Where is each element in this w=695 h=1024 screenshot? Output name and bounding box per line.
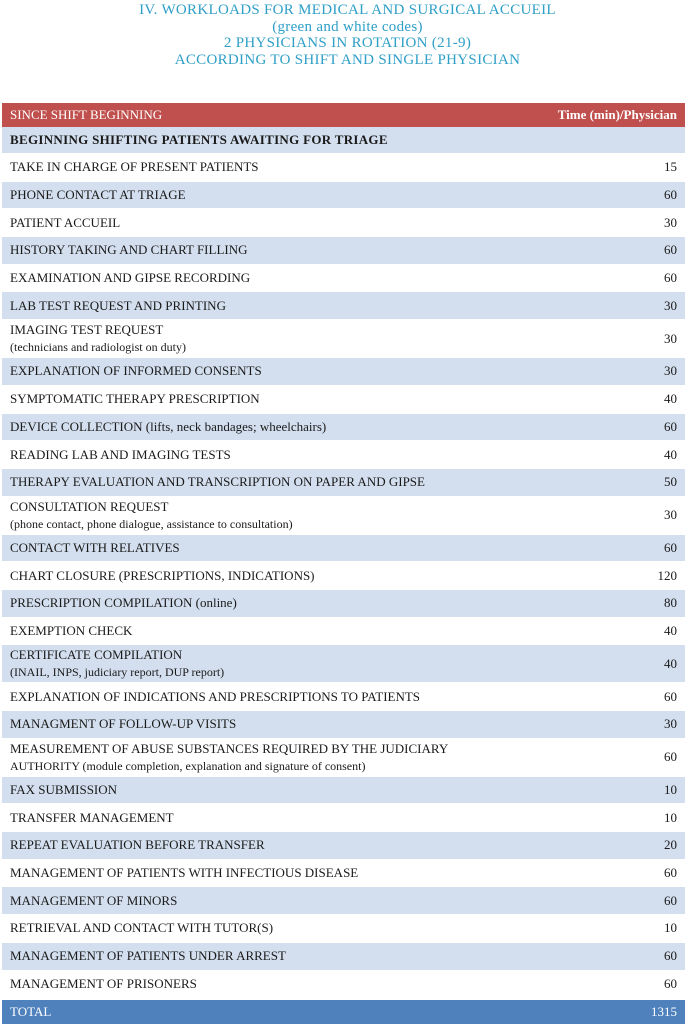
row-label (10, 498, 293, 533)
row-time-value: 40 (664, 622, 677, 638)
row-time-value: 60 (664, 948, 677, 964)
row-time-value: 60 (664, 749, 677, 765)
table-row (2, 441, 685, 469)
row-activity: THERAPY EVALUATION AND TRANSCRIPTION ON PAPER AND GIPSE (10, 474, 425, 490)
row-time-value: 60 (664, 892, 677, 908)
row-label (10, 539, 180, 557)
table-row (2, 777, 685, 805)
total-row (2, 1000, 685, 1024)
row-label (10, 362, 262, 380)
row-activity: TAKE IN CHARGE OF PRESENT PATIENTS (10, 159, 259, 175)
document-title (0, 0, 695, 100)
row-time-value: 60 (664, 242, 677, 258)
row-activity: EXPLANATION OF INFORMED CONSENTS (10, 363, 262, 379)
row-time-value: 40 (664, 655, 677, 671)
table-row (2, 535, 685, 563)
table-row (2, 154, 685, 182)
table-row (2, 590, 685, 618)
row-activity-detail: (INAIL, INPS, judiciary report, DUP report) (10, 665, 225, 680)
title-line-2: (green and white codes) (272, 18, 423, 35)
row-activity: MANAGEMENT OF MINORS (10, 892, 178, 908)
table-row (2, 182, 685, 210)
row-activity: SYMPTOMATIC THERAPY PRESCRIPTION (10, 391, 260, 407)
table-row (2, 562, 685, 590)
row-time-value: 50 (664, 474, 677, 490)
table-row (2, 292, 685, 320)
column-header-time: Time (min)/Physician (557, 107, 677, 122)
row-time-value: 10 (664, 920, 677, 936)
row-label (10, 646, 224, 681)
row-activity: PHONE CONTACT AT TRIAGE (10, 187, 186, 203)
table-row (2, 943, 685, 971)
row-label (10, 390, 260, 408)
table-row (2, 469, 685, 497)
row-activity: REPEAT EVALUATION BEFORE TRANSFER (10, 837, 265, 853)
table-row (2, 915, 685, 943)
row-label (10, 715, 236, 733)
row-activity: RETRIEVAL AND CONTACT WITH TUTOR(S) (10, 920, 274, 936)
row-label (10, 919, 273, 937)
row-label (10, 473, 425, 491)
section-header: BEGINNING SHIFTING PATIENTS AWAITING FOR TRIAGE (2, 127, 685, 154)
row-label (10, 594, 237, 612)
row-time-value: 40 (664, 391, 677, 407)
row-activity: TRANSFER MANAGEMENT (10, 809, 174, 825)
row-label (10, 864, 358, 882)
row-label (10, 836, 265, 854)
row-activity: PATIENT ACCUEIL (10, 214, 121, 230)
row-label (10, 241, 248, 259)
row-label (10, 567, 315, 585)
title-line-1: IV. WORKLOADS FOR MEDICAL AND SURGICAL ACCUEIL (139, 2, 556, 18)
row-activity: DEVICE COLLECTION (lifts, neck bandages; wheelchairs) (10, 418, 327, 434)
table-row (2, 645, 685, 683)
row-activity: IMAGING TEST REQUEST (10, 322, 164, 338)
row-activity: MANAGEMENT OF PATIENTS UNDER ARREST (10, 948, 286, 964)
table-row (2, 265, 685, 293)
row-time-value: 30 (664, 214, 677, 230)
table-row (2, 832, 685, 860)
row-time-value: 60 (664, 270, 677, 286)
row-label (10, 321, 186, 356)
row-time-value: 30 (664, 507, 677, 523)
row-time-value: 60 (664, 418, 677, 434)
row-label (10, 947, 286, 965)
table-row (2, 804, 685, 832)
row-time-value: 10 (664, 809, 677, 825)
row-activity: MEASUREMENT OF ABUSE SUBSTANCES REQUIRED BY THE JUDICIARY (10, 740, 449, 756)
workload-table (2, 103, 685, 1024)
row-activity: CONTACT WITH RELATIVES (10, 539, 180, 555)
column-header-activity: SINCE SHIFT BEGINNING (10, 107, 163, 122)
table-row (2, 683, 685, 711)
row-time-value: 60 (664, 865, 677, 881)
row-label (10, 781, 117, 799)
row-activity: CHART CLOSURE (PRESCRIPTIONS, INDICATIONS) (10, 567, 315, 583)
row-time-value: 30 (664, 330, 677, 346)
row-label (10, 809, 174, 827)
row-activity: EXPLANATION OF INDICATIONS AND PRESCRIPTIONS TO PATIENTS (10, 688, 421, 704)
row-activity: CERTIFICATE COMPILATION (10, 647, 183, 663)
row-time-value: 15 (664, 159, 677, 175)
table-row (2, 739, 685, 777)
row-label (10, 158, 259, 176)
row-time-value: 60 (664, 187, 677, 203)
table-header (2, 103, 685, 127)
table-row (2, 860, 685, 888)
row-activity-detail: AUTHORITY (module completion, explanation and signature of consent) (10, 758, 366, 773)
row-label (10, 740, 448, 775)
row-activity: EXEMPTION CHECK (10, 622, 133, 638)
table-row (2, 320, 685, 358)
title-line-4: ACCORDING TO SHIFT AND SINGLE PHYSICIAN (174, 51, 521, 68)
table-row (2, 971, 685, 999)
table-row (2, 386, 685, 414)
row-activity: CONSULTATION REQUEST (10, 498, 169, 514)
row-time-value: 120 (657, 567, 677, 583)
row-activity-detail: (technicians and radiologist on duty) (10, 340, 186, 355)
row-activity-detail: (phone contact, phone dialogue, assistance to consultation) (10, 516, 293, 531)
row-activity: READING LAB AND IMAGING TESTS (10, 446, 231, 462)
row-time-value: 20 (664, 837, 677, 853)
row-label (10, 186, 186, 204)
table-row (2, 414, 685, 442)
table-row (2, 887, 685, 915)
row-label (10, 975, 197, 993)
row-time-value: 60 (664, 975, 677, 991)
row-activity: MANAGEMENT OF PATIENTS WITH INFECTIOUS DISEASE (10, 865, 359, 881)
row-activity: HISTORY TAKING AND CHART FILLING (10, 242, 248, 258)
row-time-value: 30 (664, 297, 677, 313)
row-activity: EXAMINATION AND GIPSE RECORDING (10, 270, 251, 286)
table-row (2, 358, 685, 386)
row-activity: PRESCRIPTION COMPILATION (online) (10, 595, 237, 611)
row-activity: MANAGEMENT OF PRISONERS (10, 975, 197, 991)
row-time-value: 80 (664, 595, 677, 611)
total-value: 1315 (651, 1004, 677, 1020)
row-time-value: 30 (664, 716, 677, 732)
table-row (2, 711, 685, 739)
row-activity: MANAGMENT OF FOLLOW-UP VISITS (10, 716, 237, 732)
row-label (10, 892, 177, 910)
row-time-value: 30 (664, 363, 677, 379)
table-row (2, 497, 685, 535)
row-label (10, 622, 132, 640)
title-line-3: 2 PHYSICIANS IN ROTATION (21-9) (223, 35, 472, 51)
row-time-value: 40 (664, 446, 677, 462)
total-label: TOTAL (10, 1004, 52, 1020)
table-row (2, 618, 685, 646)
row-label (10, 446, 231, 464)
row-label (10, 269, 250, 287)
row-time-value: 60 (664, 688, 677, 704)
row-label (10, 214, 120, 232)
row-label (10, 297, 226, 315)
table-row (2, 237, 685, 265)
row-activity: LAB TEST REQUEST AND PRINTING (10, 297, 226, 313)
table-body (2, 154, 685, 998)
row-time-value: 10 (664, 782, 677, 798)
row-label (10, 688, 420, 706)
table-row (2, 209, 685, 237)
row-activity: FAX SUBMISSION (10, 782, 118, 798)
row-time-value: 60 (664, 539, 677, 555)
row-label (10, 418, 326, 436)
